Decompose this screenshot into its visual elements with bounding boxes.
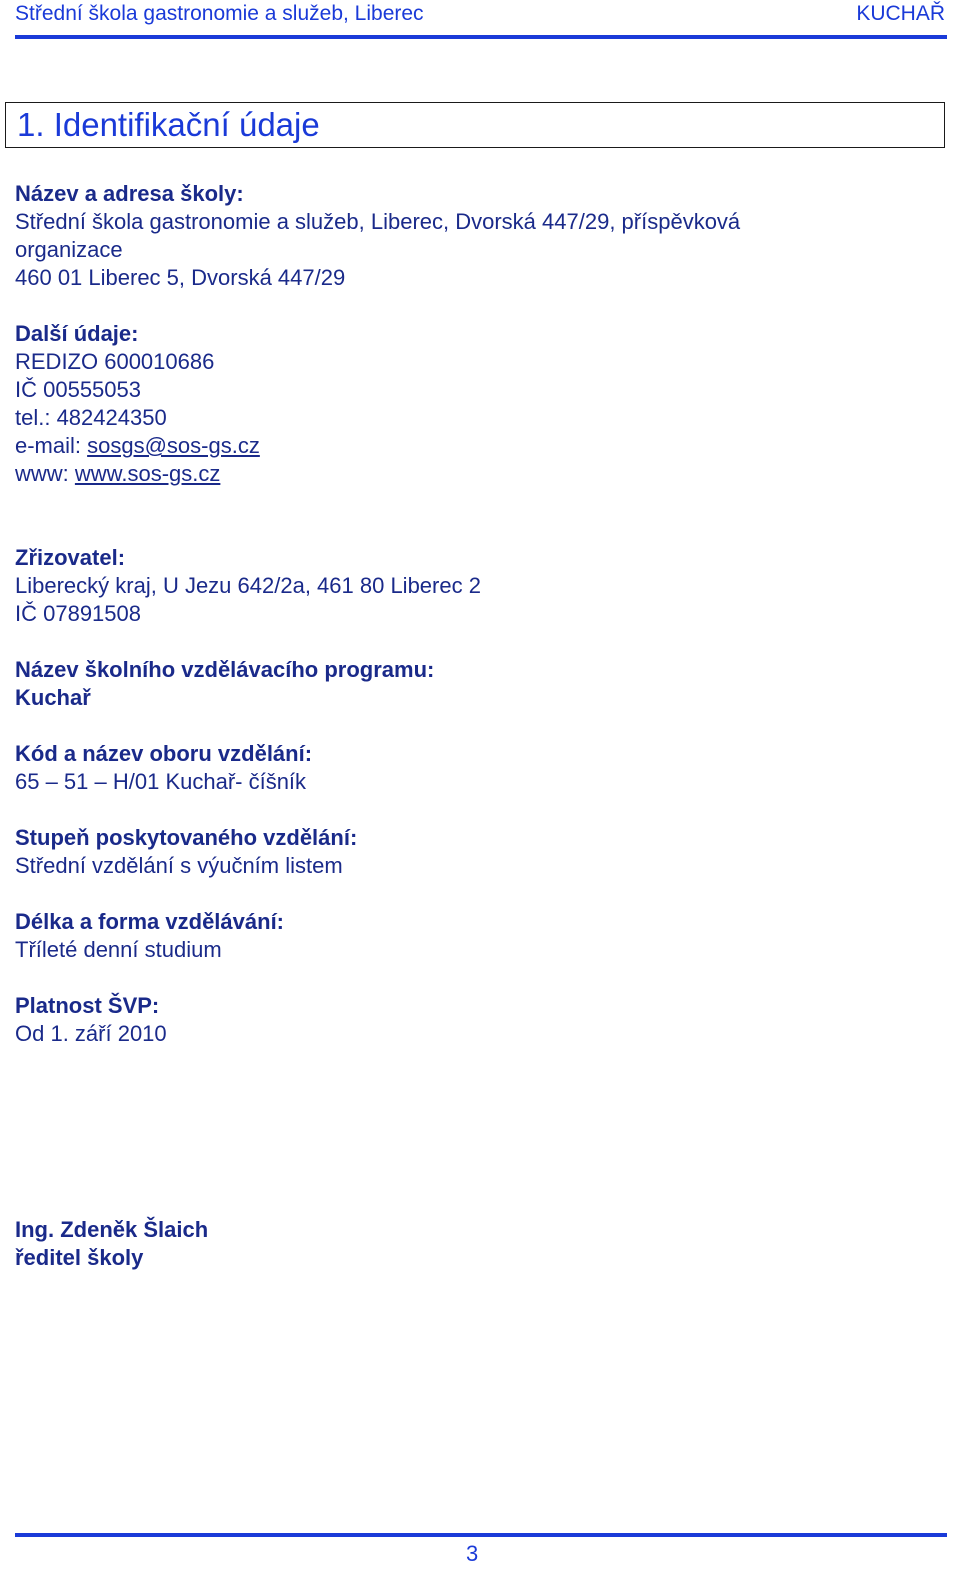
www-prefix: www:	[15, 461, 75, 486]
school-address-line-1: Střední škola gastronomie a služeb, Liberec, Dvorská 447/29, příspěvková	[15, 209, 741, 234]
spacer	[15, 292, 935, 320]
spacer	[15, 628, 935, 656]
education-level-label: Stupeň poskytovaného vzdělání:	[15, 825, 358, 850]
spacer	[15, 964, 935, 992]
email-prefix: e-mail:	[15, 433, 88, 458]
website-link[interactable]: www.sos-gs.cz	[74, 461, 221, 486]
page-number: 3	[466, 1541, 479, 1566]
spacer	[15, 488, 935, 544]
spacer	[15, 880, 935, 908]
founder-ic: IČ 07891508	[15, 601, 141, 626]
validity-value: Od 1. září 2010	[15, 1021, 167, 1046]
email-row	[15, 432, 935, 460]
section-heading-box	[5, 102, 945, 148]
redizo: REDIZO 600010686	[15, 349, 215, 374]
spacer	[15, 712, 935, 740]
spacer	[15, 1048, 935, 1216]
header-school-name: Střední škola gastronomie a služeb, Liberec	[15, 2, 424, 25]
email-link[interactable]: sosgs@sos-gs.cz	[87, 433, 260, 458]
school-address-line-2: organizace	[15, 237, 123, 262]
field-code-value: 65 – 51 – H/01 Kuchař- číšník	[15, 769, 307, 794]
signatory-name: Ing. Zdeněk Šlaich	[15, 1217, 209, 1242]
other-info-label: Další údaje:	[15, 321, 139, 346]
founder-label: Zřizovatel:	[15, 545, 126, 570]
section-title: 1. Identifikační údaje	[17, 106, 320, 143]
telephone: tel.: 482424350	[15, 405, 167, 430]
identification-content	[15, 180, 935, 1272]
spacer	[15, 796, 935, 824]
education-level-value: Střední vzdělání s výučním listem	[15, 853, 343, 878]
www-row	[15, 460, 935, 488]
field-code-label: Kód a název oboru vzdělání:	[15, 741, 313, 766]
header-rule	[15, 35, 947, 39]
duration-label: Délka a forma vzdělávání:	[15, 909, 285, 934]
school-address-line-3: 460 01 Liberec 5, Dvorská 447/29	[15, 265, 346, 290]
footer-rule	[15, 1533, 947, 1537]
school-ic: IČ 00555053	[15, 377, 141, 402]
page-header	[15, 2, 945, 32]
program-name-value: Kuchař	[15, 685, 91, 710]
signatory-role: ředitel školy	[15, 1245, 144, 1270]
header-program-name: KUCHAŘ	[856, 2, 945, 25]
founder-address: Liberecký kraj, U Jezu 642/2a, 461 80 Liberec 2	[15, 573, 481, 598]
duration-value: Tříleté denní studium	[15, 937, 222, 962]
validity-label: Platnost ŠVP:	[15, 993, 160, 1018]
school-address-label: Název a adresa školy:	[15, 181, 244, 206]
program-name-label: Název školního vzdělávacího programu:	[15, 657, 435, 682]
